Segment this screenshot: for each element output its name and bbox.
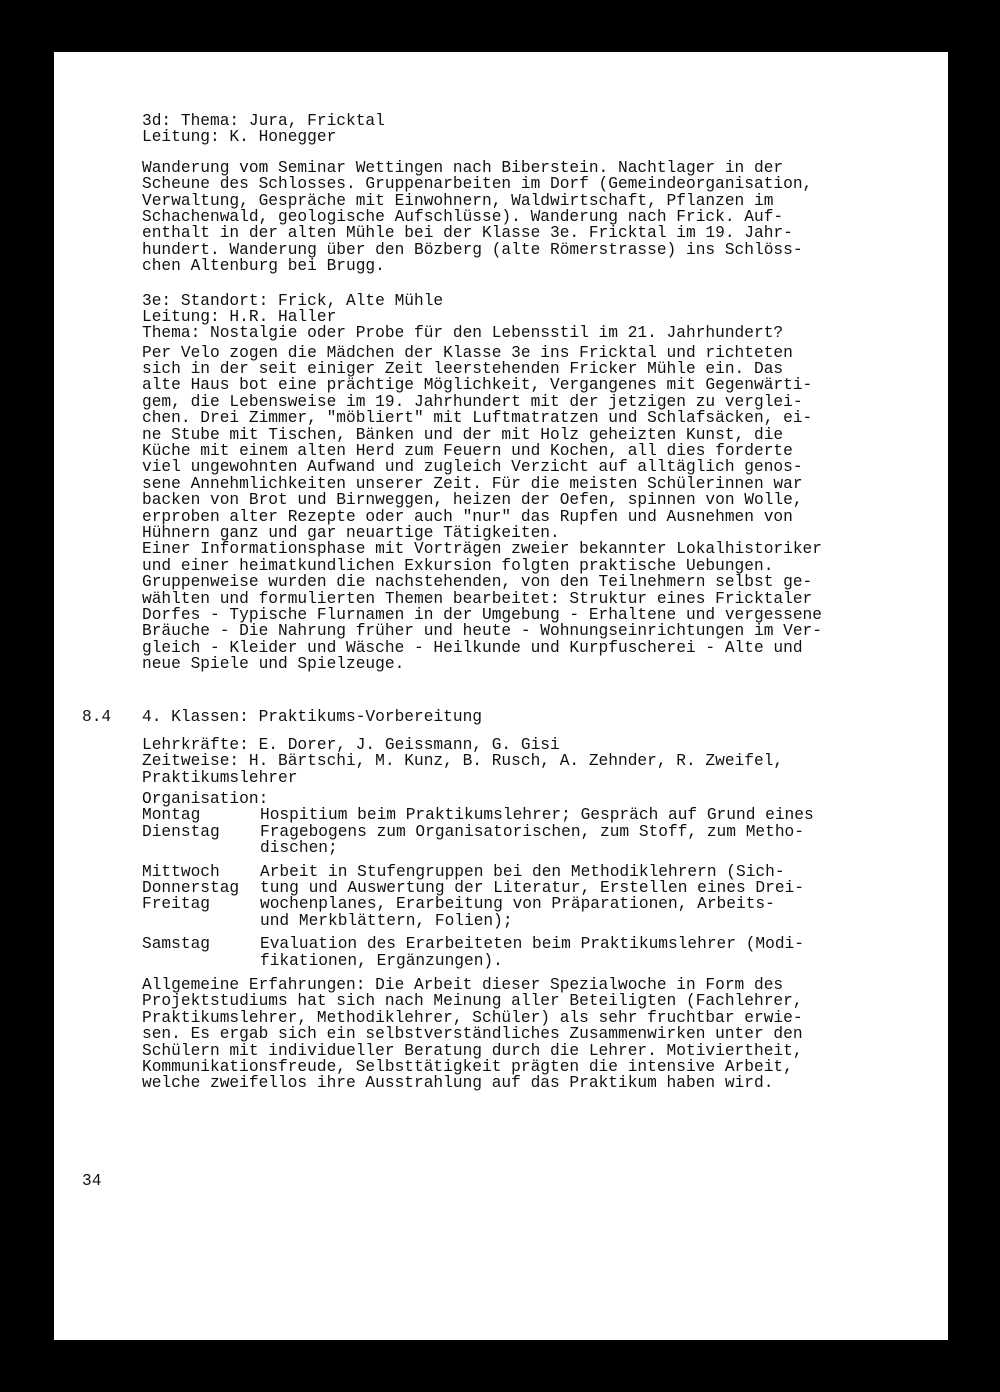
text-line: welche zweifellos ihre Ausstrahlung auf das Praktikum haben wird. (142, 1074, 774, 1093)
day-label: Mittwoch (142, 862, 220, 881)
section-title: 4. Klassen: Praktikums-Vorbereitung (142, 707, 482, 726)
text-line: Hühnern ganz und gar neuartige Tätigkeiten. (142, 523, 560, 542)
schedule-days (142, 864, 260, 930)
text-line: Bräuche - Die Nahrung früher und heute - Wohnungseinrichtungen im Ver- (142, 622, 822, 641)
text-line: Hospitium beim Praktikumslehrer; Gespräch auf Grund eines (260, 806, 814, 825)
text-line: sen. Es ergab sich ein selbstverständliches Zusammenwirken unter den (142, 1025, 803, 1044)
schedule-description (260, 864, 862, 930)
day-label: Samstag (142, 935, 210, 954)
schedule-row (142, 936, 862, 969)
text-line: Küche mit einem alten Herd zum Feuern und Kochen, all dies forderte (142, 442, 793, 461)
page-number: 34 (82, 1172, 102, 1190)
day-label: Donnerstag (142, 879, 240, 898)
schedule-description (260, 807, 862, 856)
section-3d-heading (142, 113, 862, 146)
text-line: Projektstudiums hat sich nach Meinung aller Beteiligten (Fachlehrer, (142, 992, 803, 1011)
text-line: sene Annehmlichkeiten unserer Zeit. Für die meisten Schülerinnen war (142, 474, 803, 493)
day-label: Montag (142, 806, 201, 825)
text-line: dischen; (260, 839, 338, 858)
text-line: backen von Brot und Birnweggen, heizen der Oefen, spinnen von Wolle, (142, 491, 803, 510)
heading-line: Leitung: K. Honegger (142, 128, 337, 147)
text-line: Arbeit in Stufengruppen bei den Methodiklehrern (Sich- (260, 862, 785, 881)
staff-list (142, 737, 862, 786)
section-8-4-heading (82, 707, 862, 726)
section-3d-paragraph (142, 160, 862, 275)
text-line: ne Stube mit Tischen, Bänken und der mit Holz geheizten Kunst, die (142, 425, 784, 444)
organisation-label: Organisation: (142, 790, 269, 809)
text-line: Kommunikationsfreude, Selbsttätigkeit prägten die intensive Arbeit, (142, 1057, 793, 1076)
text-line: gleich - Kleider und Wäsche - Heilkunde und Kurpfuscherei - Alte und (142, 638, 803, 657)
experiences-paragraph (142, 977, 862, 1092)
text-line: und einer heimatkundlichen Exkursion folgten praktische Uebungen. (142, 556, 774, 575)
text-line: erproben alter Rezepte oder auch "nur" das Rupfen und Ausnehmen von (142, 507, 793, 526)
heading-line: Thema: Nostalgie oder Probe für den Lebensstil im 21. Jahrhundert? (142, 324, 784, 343)
text-line: chen. Drei Zimmer, "möbliert" mit Luftmatratzen und Schlafsäcken, ei- (142, 409, 813, 428)
text-line: alte Haus bot eine prächtige Möglichkeit, Vergangenes mit Gegenwärti- (142, 376, 813, 395)
text-line: neue Spiele und Spielzeuge. (142, 655, 405, 674)
schedule-days (142, 807, 260, 856)
heading-line: 3e: Standort: Frick, Alte Mühle (142, 291, 444, 310)
text-line: Gruppenweise wurden die nachstehenden, von den Teilnehmern selbst ge- (142, 573, 813, 592)
schedule-row (142, 864, 862, 930)
text-line: Praktikumslehrer, Methodiklehrer, Schüler) als sehr fruchtbar erwie- (142, 1008, 803, 1027)
text-line: Verwaltung, Gespräche mit Einwohnern, Waldwirtschaft, Pflanzen im (142, 191, 774, 210)
text-line: Evaluation des Erarbeiteten beim Praktikumslehrer (Modi- (260, 935, 804, 954)
text-line: Schachenwald, geologische Aufschlüsse). Wanderung nach Frick. Auf- (142, 207, 784, 226)
text-line: Wanderung vom Seminar Wettingen nach Biberstein. Nachtlager in der (142, 158, 784, 177)
text-line: fikationen, Ergänzungen). (260, 951, 503, 970)
text-line: wählten und formulierten Themen bearbeitet: Struktur eines Fricktaler (142, 589, 813, 608)
text-line: Scheune des Schlosses. Gruppenarbeiten im Dorf (Gemeindeorganisation, (142, 175, 813, 194)
text-line: enthalt in der alten Mühle bei der Klasse 3e. Fricktal im 19. Jahr- (142, 224, 793, 243)
day-label: Freitag (142, 895, 210, 914)
text-line: wochenplanes, Erarbeitung von Präparationen, Arbeits- (260, 895, 775, 914)
schedule-description (260, 936, 862, 969)
section-number: 8.4 (82, 707, 112, 726)
text-line: Allgemeine Erfahrungen: Die Arbeit dieser Spezialwoche in Form des (142, 975, 784, 994)
text-line: Dorfes - Typische Flurnamen in der Umgebung - Erhaltene und vergessene (142, 605, 822, 624)
document-body (82, 112, 862, 1093)
text-line: Einer Informationsphase mit Vorträgen zweier bekannter Lokalhistoriker (142, 540, 822, 559)
schedule-days (142, 936, 260, 969)
heading-line: 3d: Thema: Jura, Fricktal (142, 112, 385, 130)
text-line: Praktikumslehrer (142, 768, 298, 787)
schedule-row (142, 807, 862, 856)
day-label: Dienstag (142, 822, 220, 841)
text-line: hundert. Wanderung über den Bözberg (alte Römerstrasse) ins Schlöss- (142, 240, 803, 259)
text-line: gem, die Lebensweise im 19. Jahrhundert mit der jetzigen zu verglei- (142, 392, 803, 411)
text-line: viel ungewohnten Aufwand und zugleich Verzicht auf alltäglich genos- (142, 458, 803, 477)
text-line: und Merkblättern, Folien); (260, 911, 513, 930)
text-line: Per Velo zogen die Mädchen der Klasse 3e ins Fricktal und richteten (142, 343, 793, 362)
text-line: tung und Auswertung der Literatur, Erstellen eines Drei- (260, 879, 804, 898)
section-3e-paragraph (142, 345, 862, 673)
schedule (142, 807, 862, 969)
heading-line: Leitung: H.R. Haller (142, 307, 337, 326)
section-3e-heading (142, 293, 862, 342)
text-line: sich in der seit einiger Zeit leerstehenden Fricker Mühle ein. Das (142, 360, 784, 379)
text-line: Schülern mit individueller Beratung durch die Lehrer. Motiviertheit, (142, 1041, 803, 1060)
text-line: Lehrkräfte: E. Dorer, J. Geissmann, G. Gisi (142, 735, 560, 754)
text-line: Zeitweise: H. Bärtschi, M. Kunz, B. Rusch, A. Zehnder, R. Zweifel, (142, 752, 784, 771)
text-line: chen Altenburg bei Brugg. (142, 257, 385, 276)
text-line: Fragebogens zum Organisatorischen, zum Stoff, zum Metho- (260, 822, 804, 841)
